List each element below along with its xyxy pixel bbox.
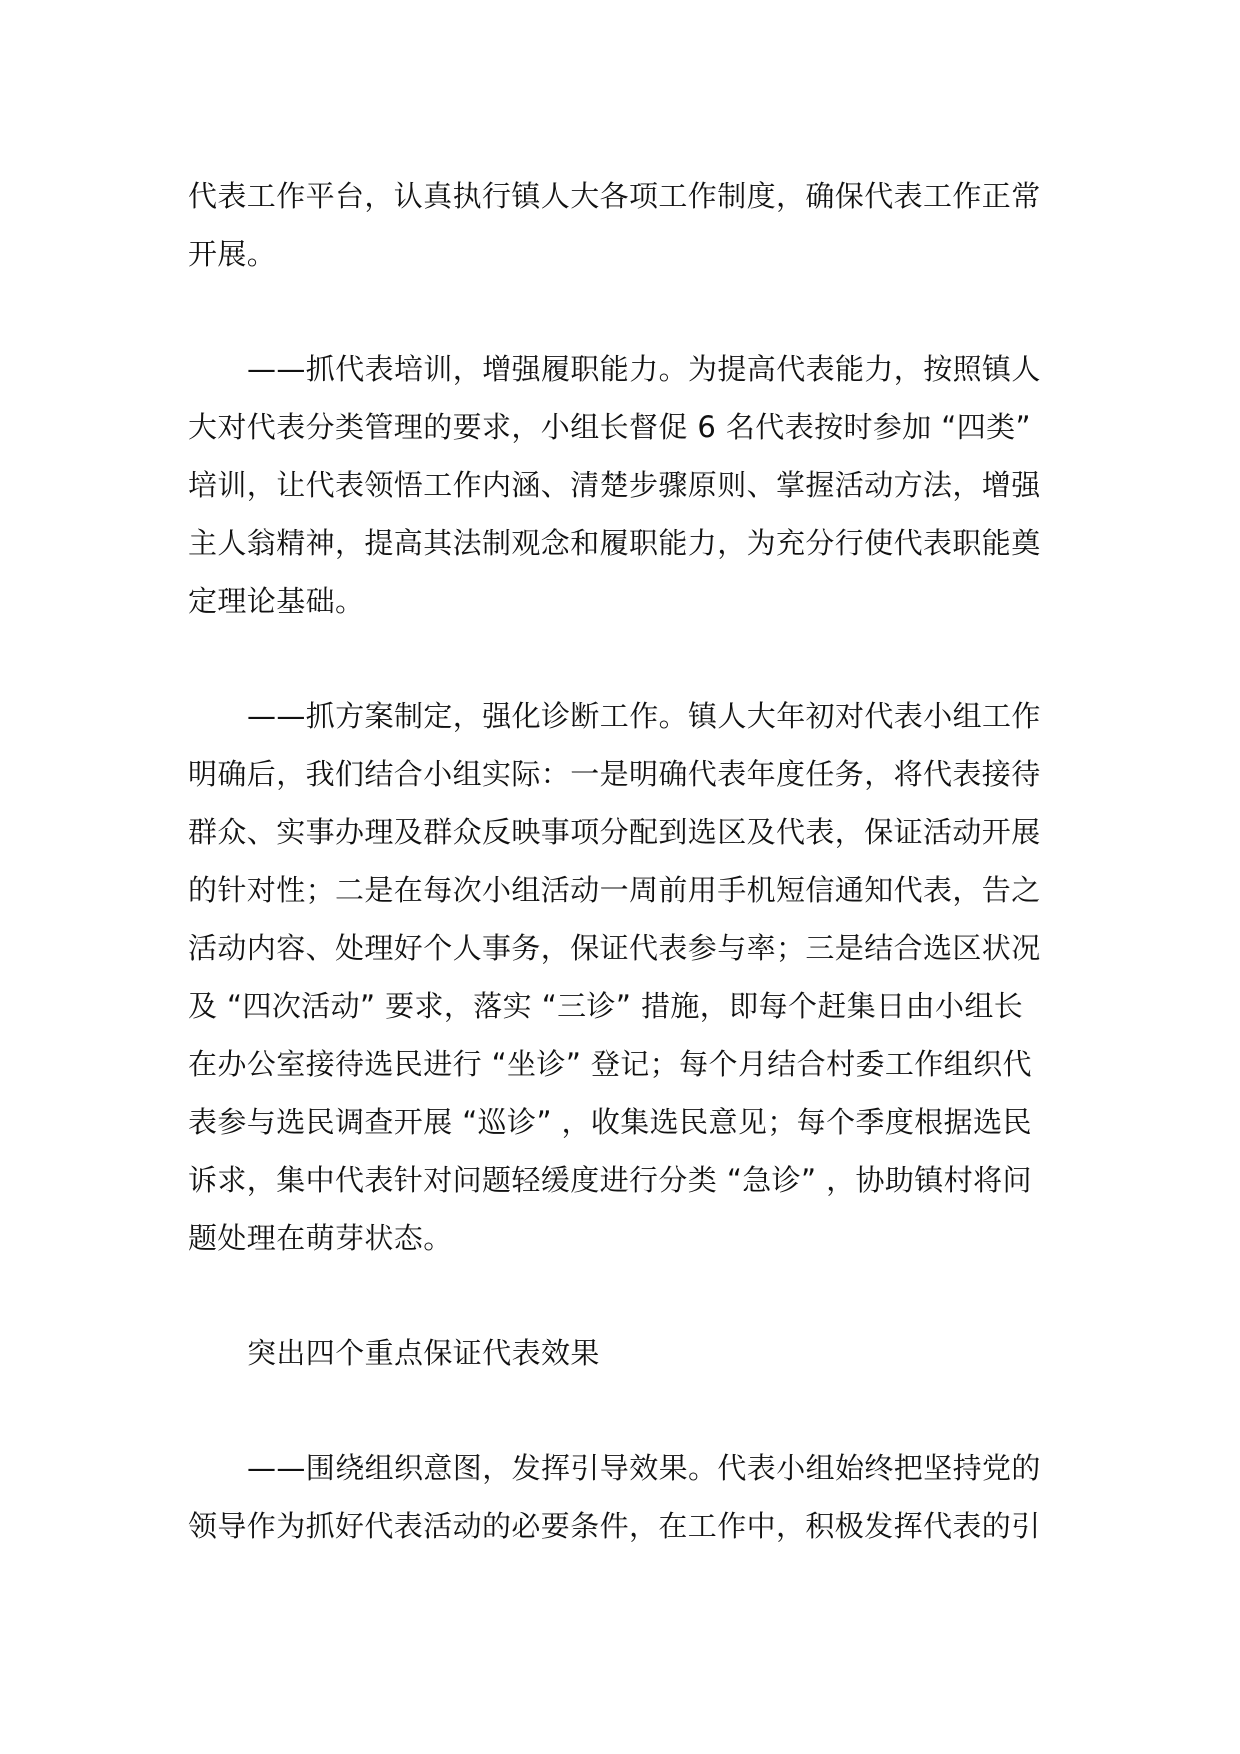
text-line: 及 “四次活动” 要求，落实 “三诊” 措施，即每个赶集日由小组长 bbox=[188, 989, 1024, 1023]
text-line: 表参与选民调查开展 “巡诊” ，收集选民意见；每个季度根据选民 bbox=[188, 1105, 1032, 1139]
text-line: 主人翁精神，提高其法制观念和履职能力，为充分行使代表职能奠 bbox=[188, 526, 1041, 560]
text-line: ——抓方案制定，强化诊断工作。镇人大年初对代表小组工作 bbox=[247, 699, 1041, 733]
text-line: 开展。 bbox=[188, 237, 277, 271]
text-line: 题处理在萌芽状态。 bbox=[188, 1221, 453, 1255]
text-line: 领导作为抓好代表活动的必要条件，在工作中，积极发挥代表的引 bbox=[188, 1509, 1041, 1543]
text-line: 大对代表分类管理的要求，小组长督促 6 名代表按时参加 “四类” bbox=[188, 410, 1031, 444]
text-line: 的针对性；二是在每次小组活动一周前用手机短信通知代表，告之 bbox=[188, 873, 1041, 907]
text-line: 培训，让代表领悟工作内涵、清楚步骤原则、掌握活动方法，增强 bbox=[188, 468, 1041, 502]
text-line: 代表工作平台，认真执行镇人大各项工作制度，确保代表工作正常 bbox=[188, 179, 1041, 213]
text-line: 在办公室接待选民进行 “坐诊” 登记；每个月结合村委工作组织代 bbox=[188, 1047, 1032, 1081]
text-line: 群众、实事办理及群众反映事项分配到选区及代表，保证活动开展 bbox=[188, 815, 1041, 849]
text-line: ——抓代表培训，增强履职能力。为提高代表能力，按照镇人 bbox=[247, 352, 1041, 386]
text-line: 明确后，我们结合小组实际：一是明确代表年度任务，将代表接待 bbox=[188, 757, 1041, 791]
text-line: 活动内容、处理好个人事务，保证代表参与率；三是结合选区状况 bbox=[188, 931, 1041, 965]
text-line: ——围绕组织意图，发挥引导效果。代表小组始终把坚持党的 bbox=[247, 1451, 1041, 1485]
text-line: 诉求，集中代表针对问题轻缓度进行分类 “急诊” ，协助镇村将问 bbox=[188, 1163, 1032, 1197]
text-line: 定理论基础。 bbox=[188, 584, 365, 618]
section-heading: 突出四个重点保证代表效果 bbox=[247, 1336, 600, 1370]
